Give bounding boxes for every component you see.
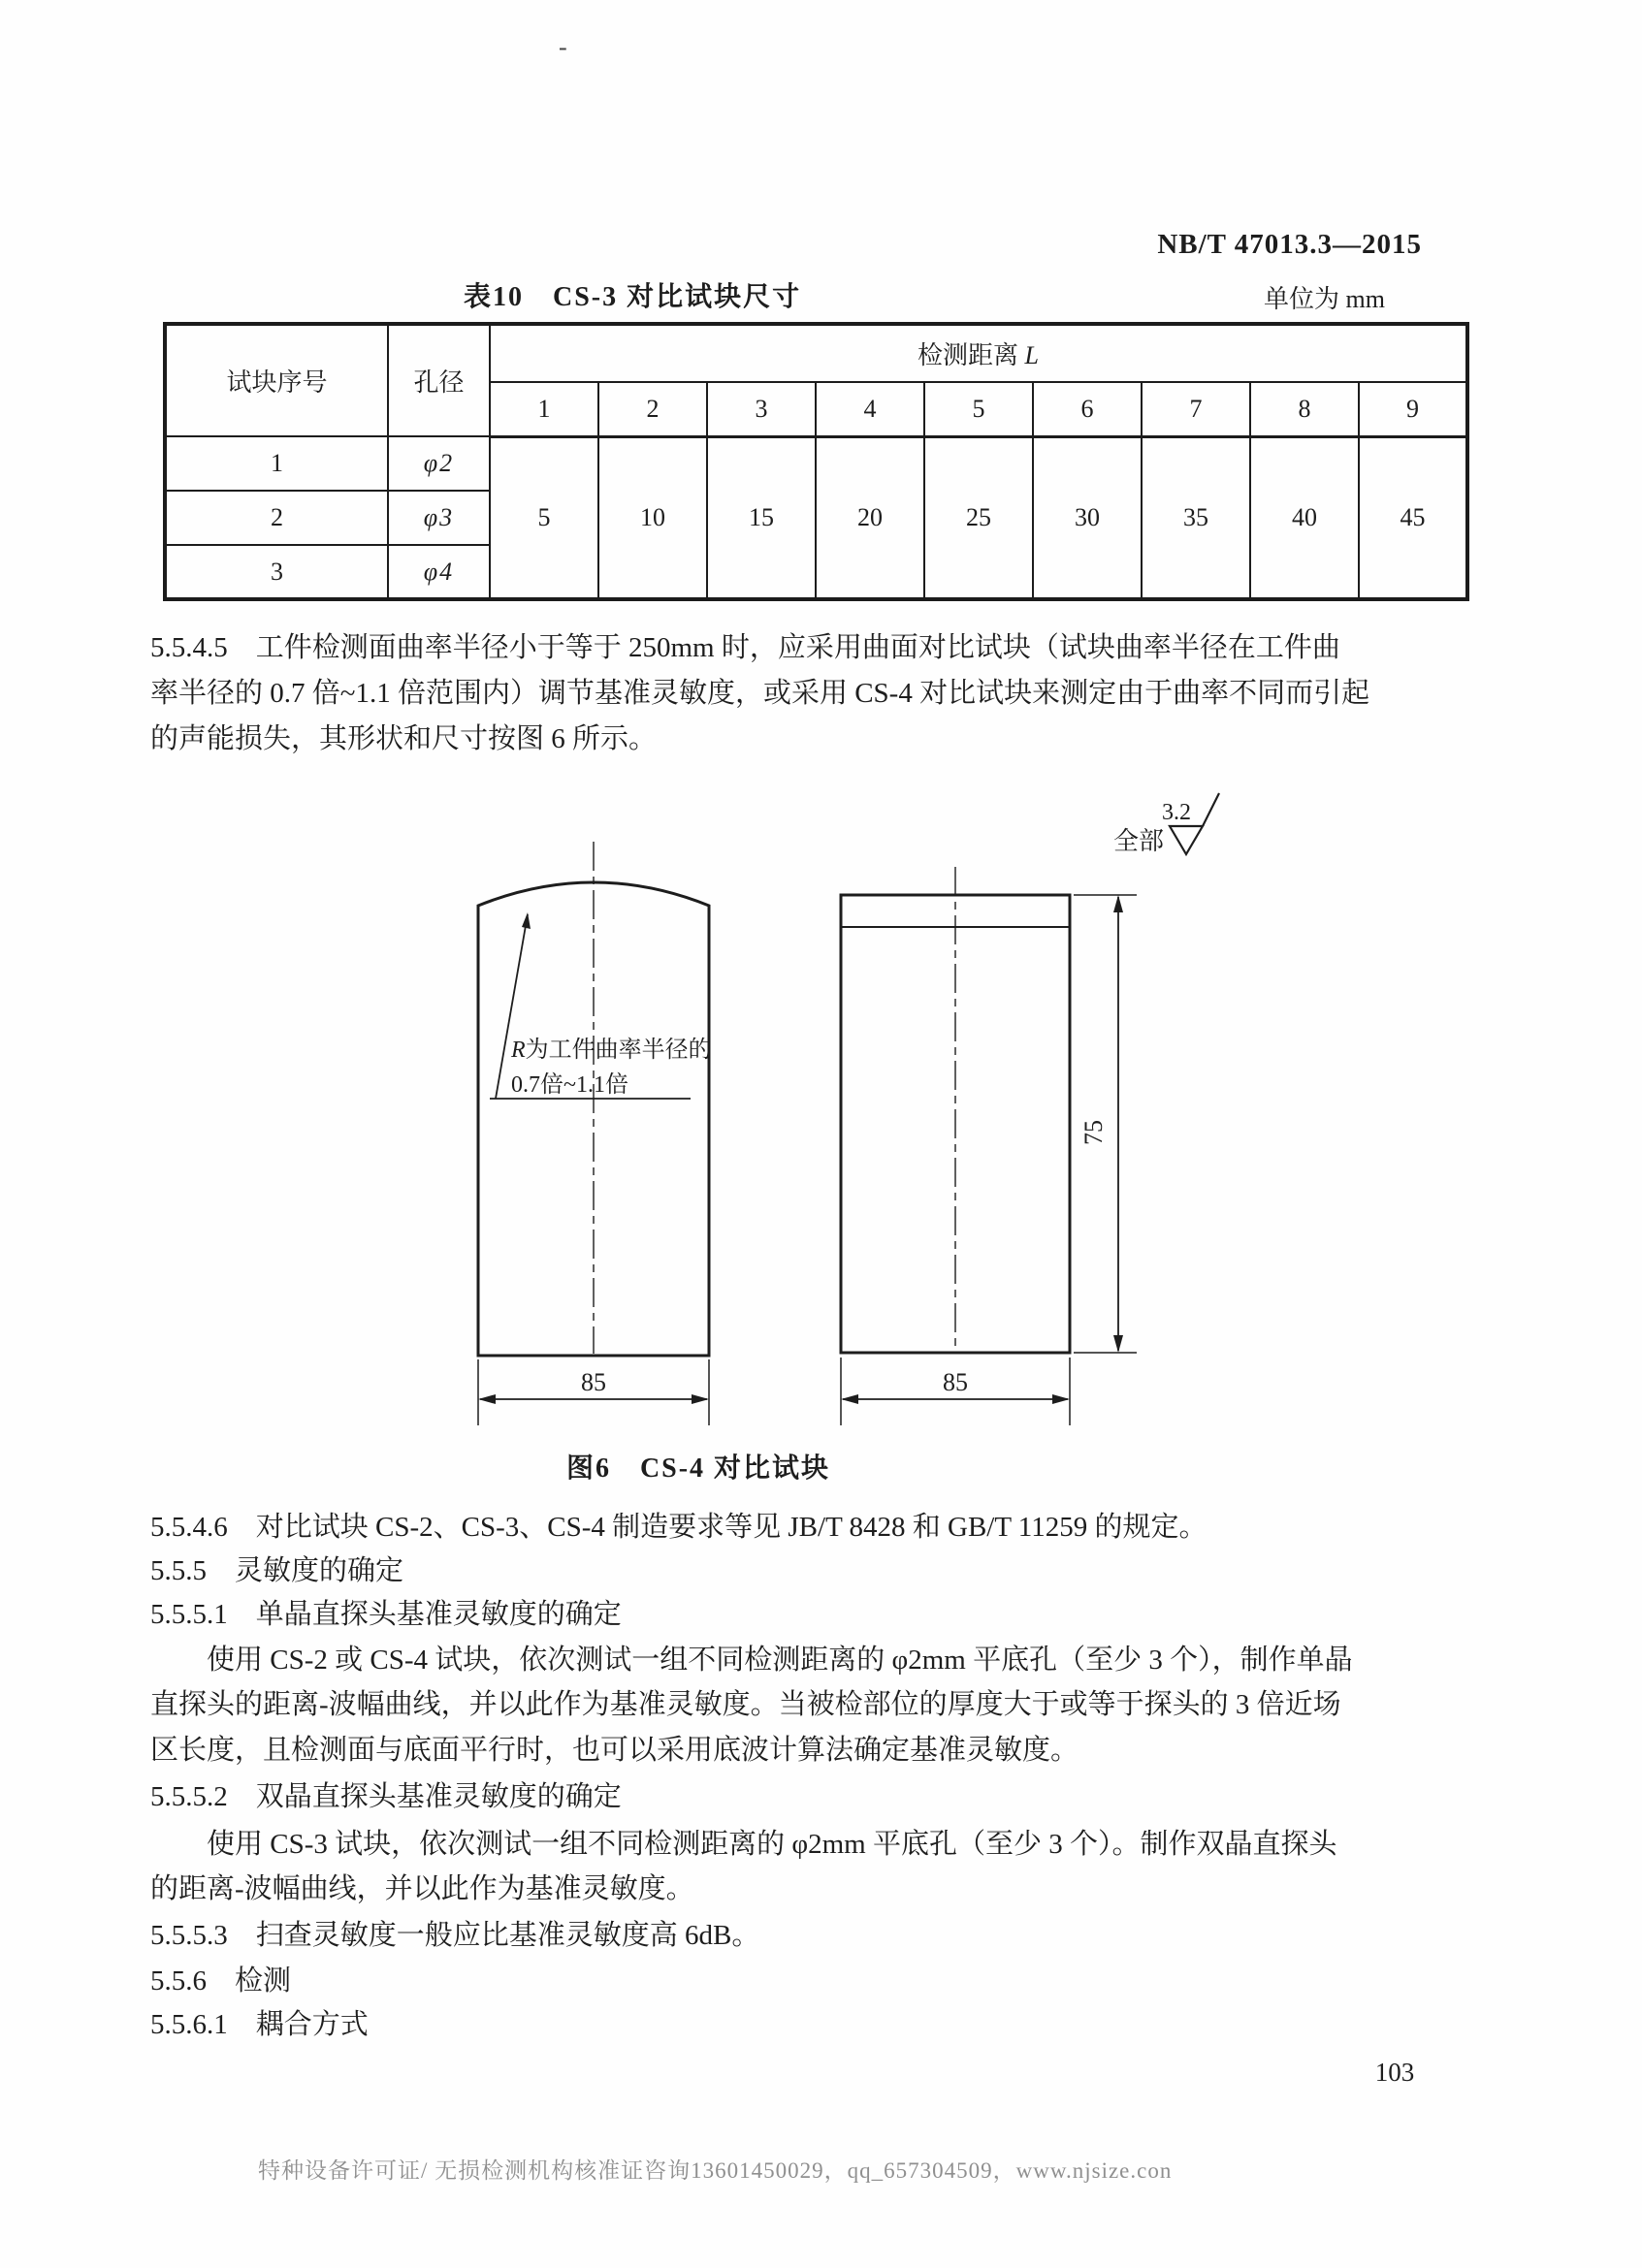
dim-arrow <box>841 1394 858 1404</box>
dim-arrow <box>1113 1335 1123 1353</box>
standard-number-header: NB/T 47013.3—2015 <box>1157 229 1422 260</box>
para-5545-line1: 5.5.4.5 工件检测面曲率半径小于等于 250mm 时，应采用曲面对比试块（试块曲率半径在工件曲 <box>150 632 1340 663</box>
distance-col-1: 1 <box>490 382 598 436</box>
heading-5551: 5.5.5.1 单晶直探头基准灵敏度的确定 <box>150 1599 622 1630</box>
table-row <box>165 436 1467 491</box>
height-dim-text: 75 <box>1079 1120 1108 1145</box>
dim-arrow <box>478 1394 496 1404</box>
distance-value-cell: 10 <box>598 436 707 599</box>
para-5551-line1: 使用 CS-2 或 CS-4 试块，依次测试一组不同检测距离的 φ2mm 平底孔（至少 3 个），制作单晶 <box>207 1645 1353 1676</box>
dim-arrow <box>692 1394 709 1404</box>
page-number: 103 <box>1374 2058 1415 2087</box>
para-5551-line2: 直探头的距离-波幅曲线，并以此作为基准灵敏度。当被检部位的厚度大于或等于探头的 3 倍近场 <box>150 1689 1341 1720</box>
distance-variable: L <box>1024 341 1039 369</box>
radius-leader-arrow <box>522 912 531 929</box>
specimen-no-cell: 3 <box>165 545 388 599</box>
table-title: 表10 CS-3 对比试块尺寸 <box>464 282 802 312</box>
roughness-value: 3.2 <box>1162 800 1191 825</box>
distance-col-3: 3 <box>707 382 816 436</box>
hole-dia-cell: φ4 <box>388 545 490 599</box>
radius-symbol: R <box>511 1038 526 1063</box>
cs3-dimension-table <box>163 322 1469 601</box>
distance-value-cell: 5 <box>490 436 598 599</box>
para-5553: 5.5.5.3 扫查灵敏度一般应比基准灵敏度高 6dB。 <box>150 1920 760 1951</box>
heading-556: 5.5.6 检测 <box>150 1965 292 1996</box>
para-5545-line2: 率半径的 0.7 倍~1.1 倍范围内）调节基准灵敏度，或采用 CS-4 对比试块来测定由于曲率不同而引起 <box>150 678 1370 709</box>
radius-note-line1 <box>510 1037 712 1063</box>
distance-value-cell: 30 <box>1033 436 1142 599</box>
col-header-detection-distance <box>490 324 1467 382</box>
distance-col-6: 6 <box>1033 382 1142 436</box>
distance-col-8: 8 <box>1250 382 1359 436</box>
dim-arrow <box>1052 1394 1070 1404</box>
distance-value-cell: 15 <box>707 436 816 599</box>
para-5546: 5.5.4.6 对比试块 CS-2、CS-3、CS-4 制造要求等见 JB/T 8428 和 GB/T 11259 的规定。 <box>150 1512 1207 1543</box>
distance-value-cell: 20 <box>816 436 924 599</box>
specimen-no-cell: 2 <box>165 491 388 545</box>
left-block-outline <box>478 882 709 1356</box>
distance-col-4: 4 <box>816 382 924 436</box>
roughness-symbol-triangle <box>1170 826 1203 854</box>
distance-label: 检测距离 <box>918 341 1019 369</box>
radius-leader-line <box>496 914 528 1099</box>
right-width-dim-text: 85 <box>943 1368 968 1396</box>
distance-col-7: 7 <box>1142 382 1250 436</box>
hole-dia-cell: φ2 <box>388 436 490 491</box>
heading-555: 5.5.5 灵敏度的确定 <box>150 1555 404 1586</box>
col-header-hole-diameter: 孔径 <box>388 324 490 436</box>
distance-value-cell: 35 <box>1142 436 1250 599</box>
para-5552-line1: 使用 CS-3 试块，依次测试一组不同检测距离的 φ2mm 平底孔（至少 3 个）。制作双晶直探头 <box>207 1829 1337 1860</box>
table-header-row-1 <box>165 324 1467 382</box>
distance-col-2: 2 <box>598 382 707 436</box>
distance-col-5: 5 <box>924 382 1033 436</box>
para-5551-line3: 区长度，且检测面与底面平行时，也可以采用底波计算法确定基准灵敏度。 <box>150 1735 1079 1766</box>
specimen-no-cell: 1 <box>165 436 388 491</box>
dim-arrow <box>1113 895 1123 912</box>
left-width-dim-text: 85 <box>581 1368 606 1396</box>
distance-col-9: 9 <box>1359 382 1467 436</box>
heading-5552: 5.5.5.2 双晶直探头基准灵敏度的确定 <box>150 1781 622 1812</box>
para-5545-line3: 的声能损失，其形状和尺寸按图 6 所示。 <box>150 723 658 754</box>
footer-watermark: 特种设备许可证/ 无损检测机构核准证咨询13601450029，qq_657304509，www.njsize.con <box>258 2158 1173 2183</box>
page-top-mark: - <box>559 33 567 61</box>
distance-value-cell: 40 <box>1250 436 1359 599</box>
radius-note-line2: 0.7倍~1.1倍 <box>511 1072 628 1098</box>
right-block-outline <box>841 895 1070 1353</box>
roughness-symbol-tail <box>1203 793 1219 826</box>
distance-value-cell: 45 <box>1359 436 1467 599</box>
radius-note-rest: 为工件曲率半径的 <box>525 1038 712 1063</box>
figure-caption: 图6 CS-4 对比试块 <box>565 1453 831 1484</box>
col-header-specimen: 试块序号 <box>165 324 388 436</box>
heading-5561: 5.5.6.1 耦合方式 <box>150 2009 369 2040</box>
para-5552-line2: 的距离-波幅曲线，并以此作为基准灵敏度。 <box>150 1873 694 1904</box>
hole-dia-cell: φ3 <box>388 491 490 545</box>
roughness-scope-label: 全部 <box>1112 827 1164 855</box>
distance-value-cell: 25 <box>924 436 1033 599</box>
table-unit-note: 单位为 mm <box>1264 285 1385 313</box>
